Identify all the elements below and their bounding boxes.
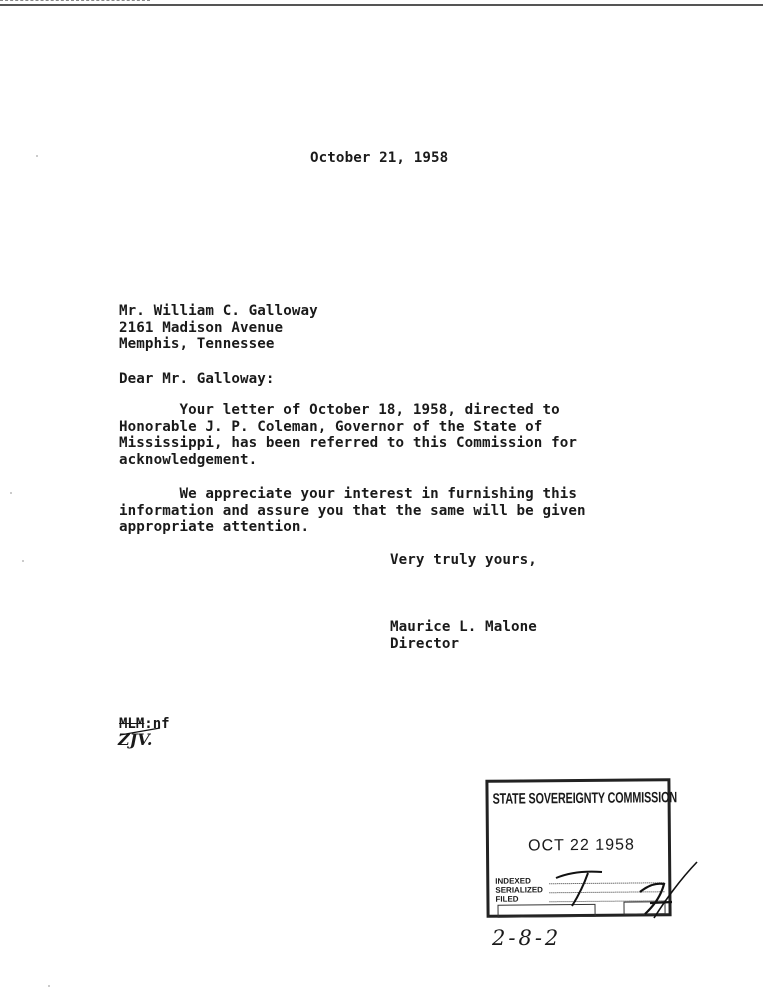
- stamp-row-serialized: SERIALIZED: [495, 885, 543, 895]
- letter-date: October 21, 1958: [310, 150, 449, 166]
- paragraph-line: Honorable J. P. Coleman, Governor of the State of: [119, 418, 543, 435]
- body-paragraph-1: [119, 402, 577, 468]
- paragraph-line: appropriate attention.: [119, 519, 310, 535]
- stamp-date: OCT 22 1958: [528, 836, 635, 855]
- scan-speck: [10, 492, 12, 494]
- paragraph-line: information and assure you that the same will be given: [119, 502, 586, 519]
- stamp-dotted-line: [549, 891, 664, 893]
- scan-speck: [48, 985, 50, 987]
- stamp-title: STATE SOVEREIGNTY COMMISSION: [492, 789, 678, 808]
- scan-speck: [36, 155, 38, 157]
- address-line-name: Mr. William C. Galloway: [119, 303, 318, 319]
- stamp-row-indexed: INDEXED: [495, 876, 531, 886]
- stamp-box: [497, 904, 595, 918]
- stamp-row-filed: FILED: [495, 894, 519, 904]
- signature-block: [390, 619, 537, 652]
- paragraph-line: Your letter of October 18, 1958, directed to: [119, 402, 560, 418]
- received-stamp: [485, 778, 678, 918]
- address-line-street: 2161 Madison Avenue: [119, 319, 284, 336]
- handwritten-initials: ZJV.: [118, 730, 153, 749]
- typist-initials: :nf: [144, 716, 170, 732]
- paragraph-line: acknowledgement.: [119, 451, 258, 468]
- top-border-line: [0, 4, 763, 6]
- recipient-address: [119, 303, 318, 353]
- signer-name: Maurice L. Malone: [390, 619, 537, 635]
- stamp-box: [623, 901, 665, 914]
- stamp-dotted-line: [549, 882, 664, 884]
- paragraph-line: Mississippi, has been referred to this Commission for: [119, 435, 578, 451]
- struck-initials: MLM: [119, 716, 145, 732]
- salutation: Dear Mr. Galloway:: [119, 371, 275, 387]
- address-line-city: Memphis, Tennessee: [119, 336, 275, 352]
- scan-speck: [22, 560, 24, 562]
- handwritten-file-number: 2-8-2: [492, 926, 562, 950]
- complimentary-closing: Very truly yours,: [390, 552, 537, 568]
- signer-title: Director: [390, 635, 460, 652]
- paragraph-line: We appreciate your interest in furnishing this: [119, 486, 578, 502]
- body-paragraph-2: [119, 486, 586, 536]
